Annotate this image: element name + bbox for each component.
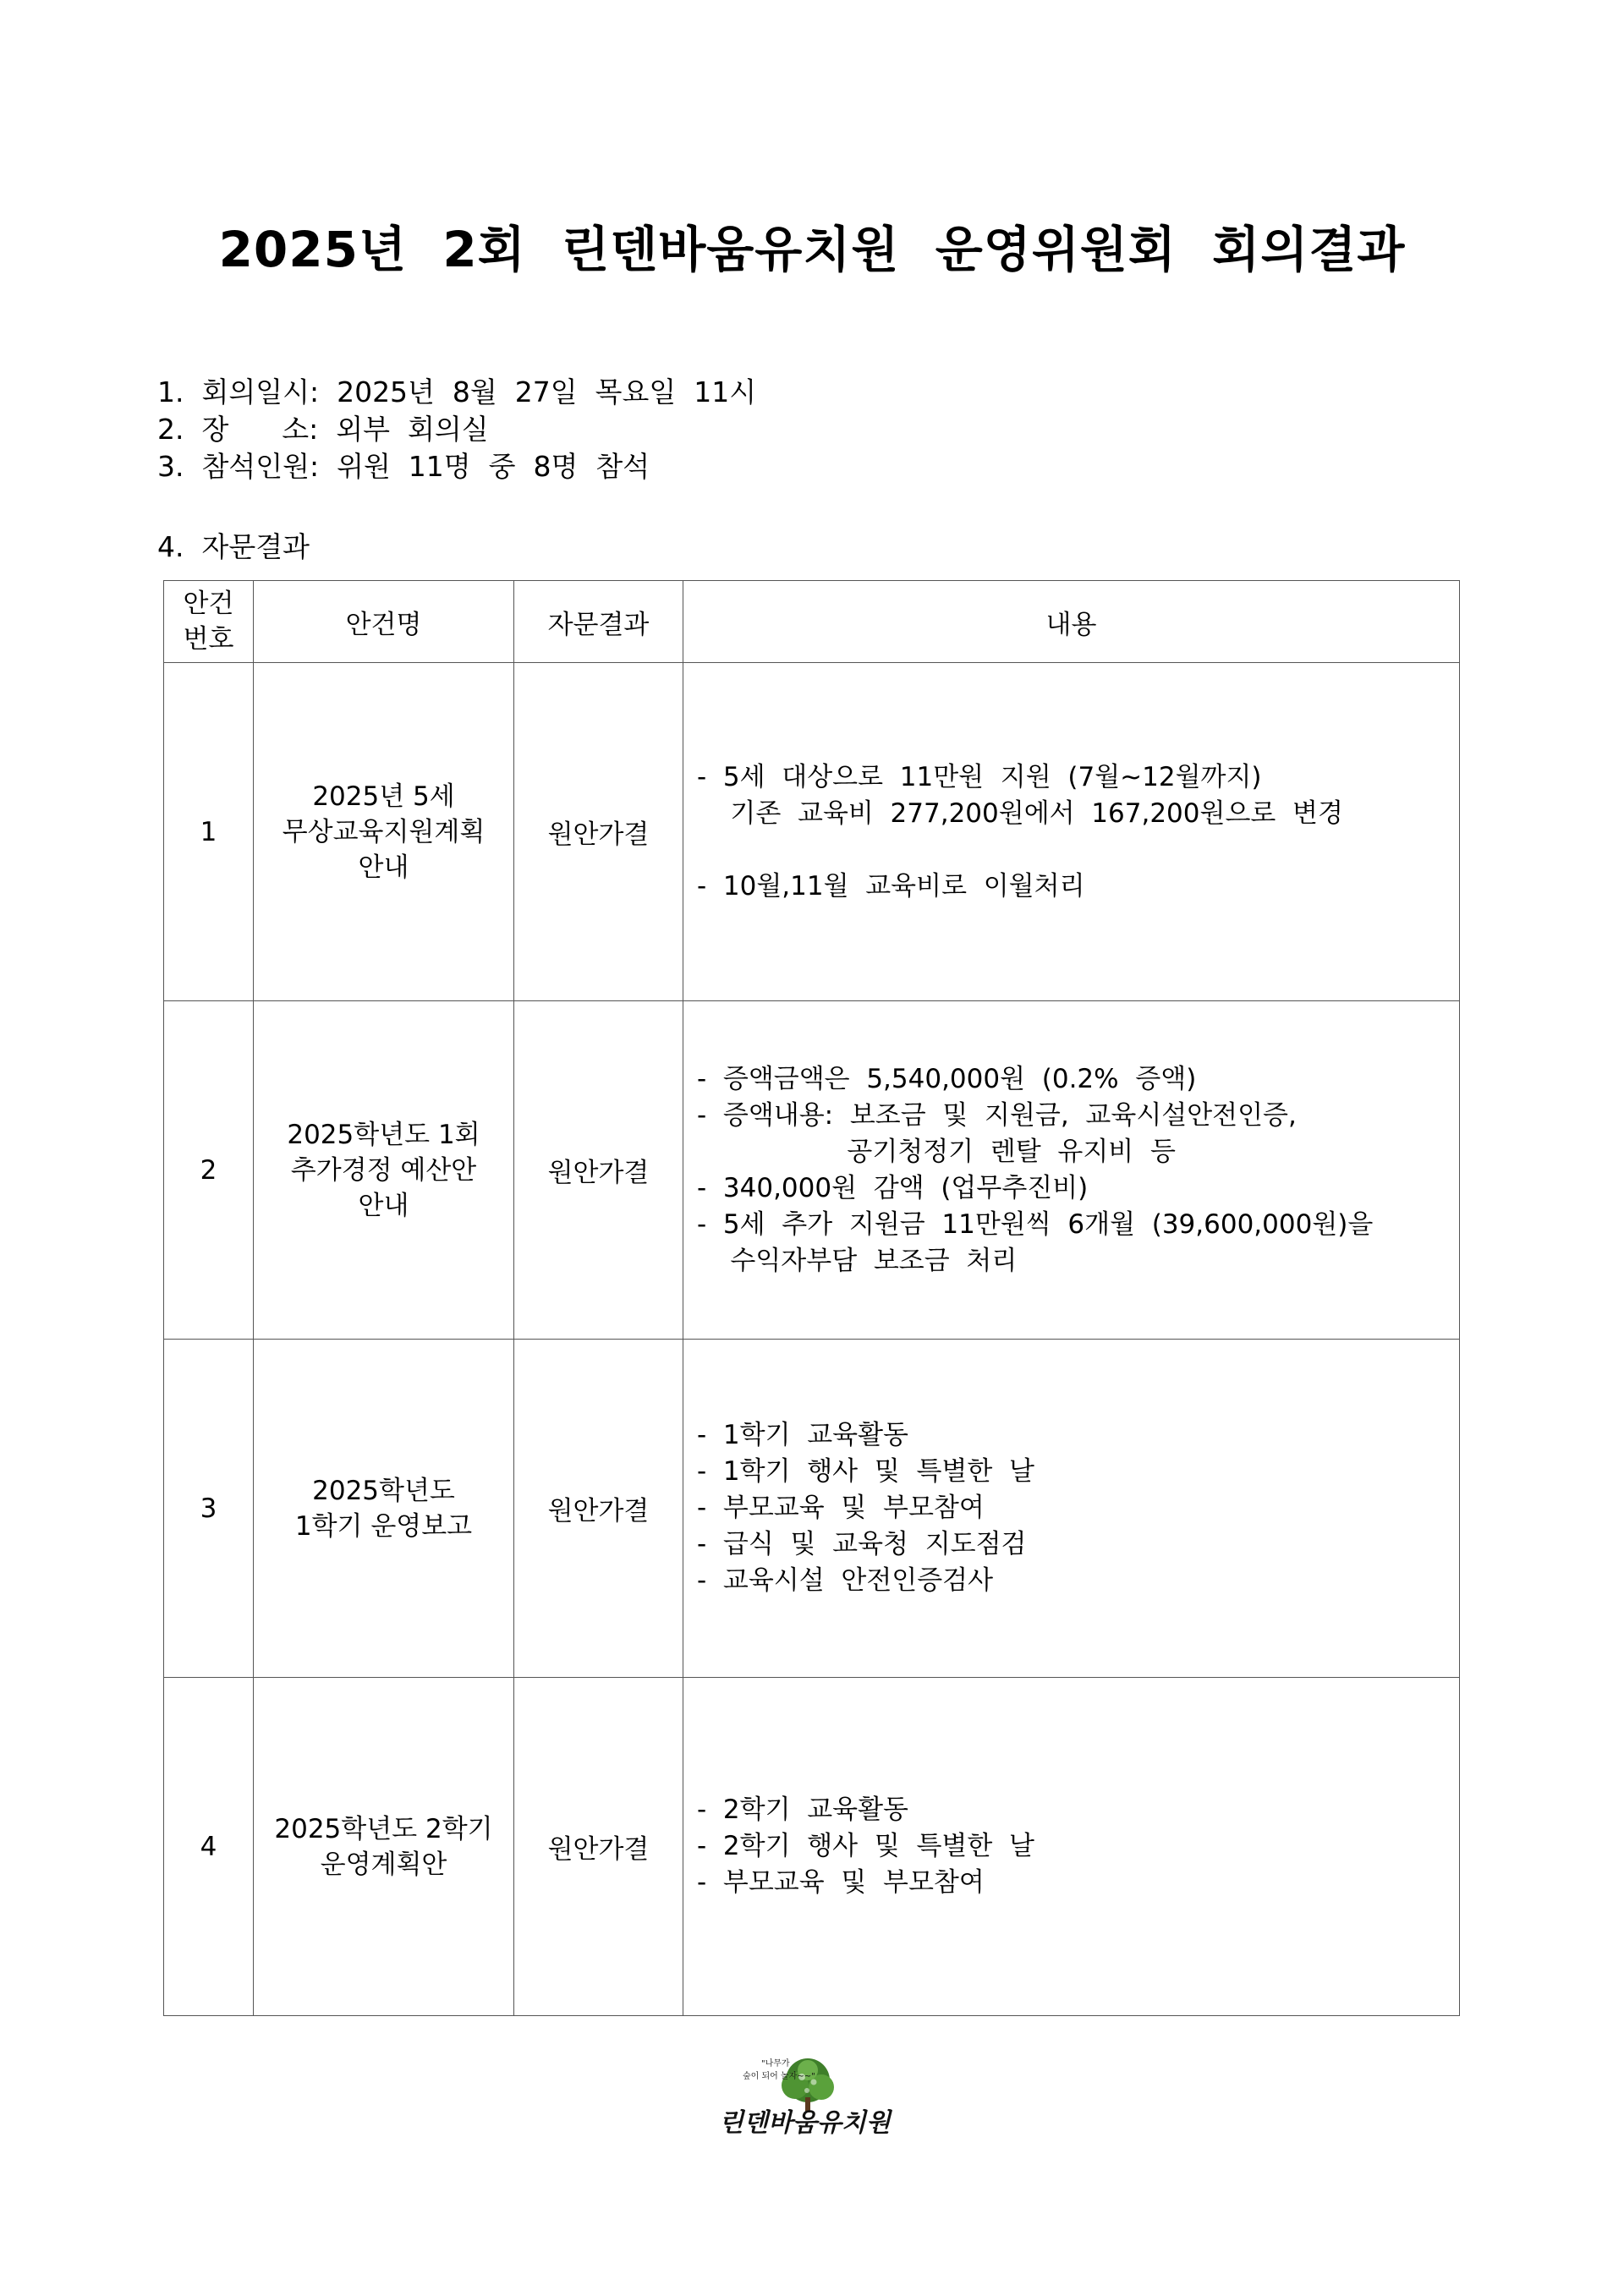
agenda-name-line: 2025학년도 1회 [287,1119,480,1150]
agenda-name-line: 운영계획안 [320,1849,447,1880]
agenda-name [254,663,514,1001]
agenda-number: 4 [164,1678,254,2016]
results-section-heading: 4. 자문결과 [157,530,310,563]
table-row [164,1001,1460,1340]
agenda-number: 2 [164,1001,254,1340]
document-title: 2025년 2회 린덴바움유치원 운영위원회 회의결과 [218,221,1406,278]
header-result: 자문결과 [514,581,683,663]
agenda-name [254,1678,514,2016]
logo-wordmark: 린덴바움유치원 [719,2108,891,2138]
agenda-name-line: 안내 [358,852,409,883]
agenda-name-line: 2025학년도 [312,1475,455,1506]
content-line: - 급식 및 교육청 지도점검 [697,1529,1027,1559]
agenda-name [254,1001,514,1340]
table-header-row [164,581,1460,663]
table-row [164,1678,1460,2016]
logo-slogan-line-1: "나무가 [761,2059,790,2069]
agenda-result: 원안가결 [514,1001,683,1340]
content-line: 공기청정기 렌탈 유지비 등 [697,1136,1176,1167]
agenda-name-line: 1학기 운영보고 [294,1510,473,1542]
content-line: 수익자부담 보조금 처리 [697,1245,1018,1276]
agenda-number: 1 [164,663,254,1001]
logo-slogan-line-2: 숲이 되어 놀자~~" [743,2072,815,2081]
meeting-date: 1. 회의일시: 2025년 8월 27일 목요일 11시 [157,375,757,408]
content-line: - 부모교육 및 부모참여 [697,1867,985,1898]
agenda-result: 원안가결 [514,663,683,1001]
agenda-number: 3 [164,1340,254,1678]
table-row [164,663,1460,1001]
content-line: - 부모교육 및 부모참여 [697,1493,985,1523]
content-spacer [697,832,1459,869]
kindergarten-logo [668,2053,956,2146]
agenda-content [683,663,1460,1001]
agenda-result: 원안가결 [514,1340,683,1678]
header-agenda-number-line: 안건 [183,589,234,619]
content-line: - 10월,11월 교육비로 이월처리 [697,870,1085,901]
content-line: 기존 교육비 277,200원에서 167,200원으로 변경 [697,797,1343,829]
header-agenda-name: 안건명 [254,581,514,663]
content-line: - 교육시설 안전인증검사 [697,1565,994,1596]
agenda-name-line: 추가경정 예산안 [290,1154,477,1186]
header-content: 내용 [683,581,1460,663]
content-line: - 2학기 교육활동 [697,1795,909,1825]
content-line: - 1학기 행사 및 특별한 날 [697,1456,1034,1487]
content-line: - 증액내용: 보조금 및 지원금, 교육시설안전인증, [697,1099,1297,1131]
kindergarten-logo-graphic [668,2053,956,2146]
agenda-name-line: 무상교육지원계획 [282,816,486,847]
table-row [164,1340,1460,1678]
content-line: - 2학기 행사 및 특별한 날 [697,1831,1034,1861]
content-line: - 5세 대상으로 11만원 지원 (7월~12월까지) [697,761,1262,792]
content-line: - 증액금액은 5,540,000원 (0.2% 증액) [697,1063,1197,1094]
header-agenda-number [164,581,254,663]
consultation-results-table [163,580,1460,2016]
content-line: - 1학기 교육활동 [697,1420,909,1450]
agenda-content [683,1340,1460,1678]
content-line: - 340,000원 감액 (업무추진비) [697,1172,1089,1203]
agenda-result: 원안가결 [514,1678,683,2016]
agenda-content [683,1678,1460,2016]
meeting-place: 2. 장 소: 외부 회의실 [157,413,489,446]
agenda-name [254,1340,514,1678]
meeting-attendees: 3. 참석인원: 위원 11명 중 8명 참석 [157,450,650,483]
agenda-content [683,1001,1460,1340]
agenda-name-line: 2025년 5세 [312,781,455,812]
agenda-name-line: 안내 [358,1190,409,1221]
agenda-name-line: 2025학년도 2학기 [274,1813,493,1844]
content-line: - 5세 추가 지원금 11만원씩 6개월 (39,600,000원)을 [697,1208,1374,1240]
header-agenda-number-line: 번호 [183,624,234,655]
